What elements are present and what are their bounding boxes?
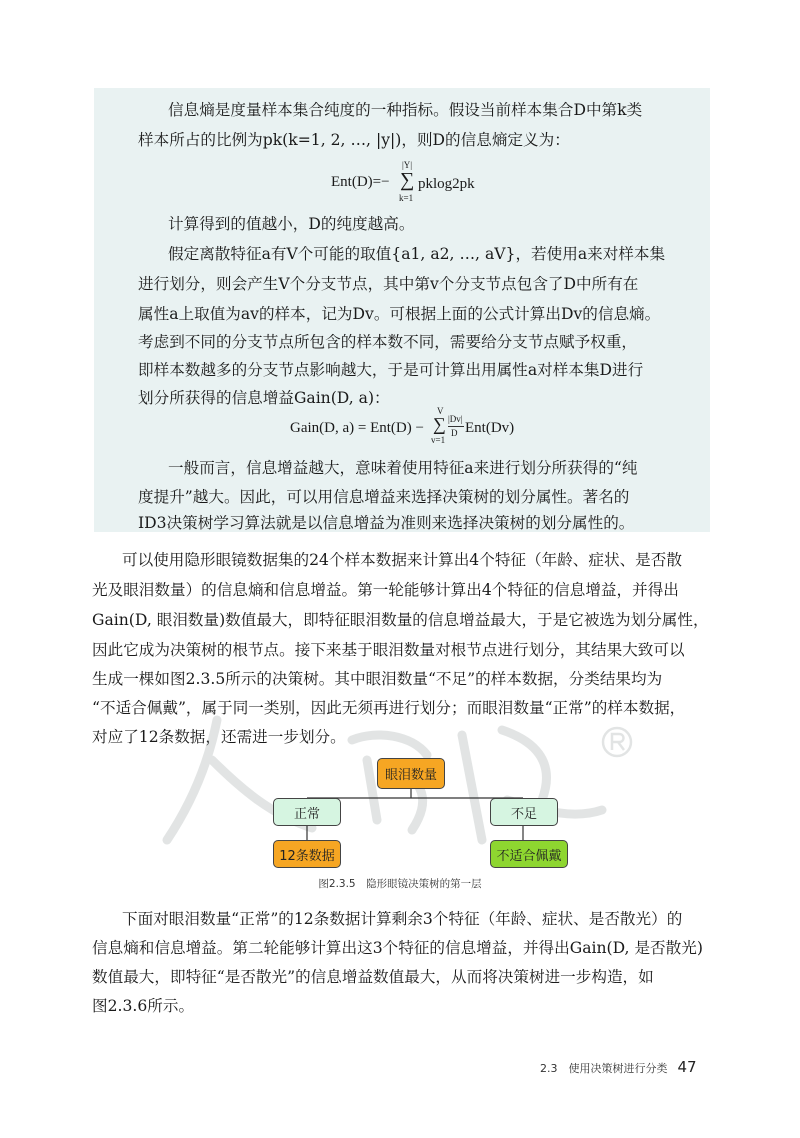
- box-para2-line1: 假定离散特征a有V个可能的取值{a1, a2, …, aV}，若使用a来对样本集: [168, 245, 666, 263]
- formula1-sum-upper: |Y|: [402, 160, 413, 170]
- box-para2-line6: 划分所获得的信息增益Gain(D, a)：: [138, 389, 390, 407]
- body-para1-line7: 对应了12条数据，还需进一步划分。: [92, 728, 346, 746]
- box-para2-line4: 考虑到不同的分支节点所包含的样本数不同，需要给分支节点赋予权重，: [138, 333, 638, 351]
- body-para2-line1: 下面对眼泪数量“正常”的12条数据计算剩余3个特征（年龄、症状、是否散光）的: [122, 910, 683, 928]
- footer-section-title: 2.3 使用决策树进行分类: [540, 1062, 668, 1075]
- formula2-lhs: Gain(D, a) = Ent(D) −: [290, 420, 424, 436]
- body-para1-line3: Gain(D, 眼泪数量)数值最大，即特征眼泪数量的信息增益最大，于是它被选为划分属性，: [92, 611, 709, 629]
- body-para1-line1: 可以使用隐形眼镜数据集的24个样本数据来计算出4个特征（年龄、症状、是否散: [122, 551, 682, 569]
- tree-node-left: 正常: [273, 798, 341, 826]
- formula1-sum-lower: k=1: [399, 193, 414, 203]
- body-para1-line5: 生成一棵如图2.3.5所示的决策树。其中眼泪数量“不足”的样本数据，分类结果均为: [92, 670, 663, 688]
- formula2-sum-symbol: ∑: [433, 414, 446, 434]
- tree-leaf-right: 不适合佩戴: [490, 840, 568, 868]
- body-para1-line4: 因此它成为决策树的根节点。接下来基于眼泪数量对根节点进行划分，其结果大致可以: [92, 641, 685, 659]
- box-para2-line2: 进行划分，则会产生V个分支节点，其中第v个分支节点包含了D中所有在: [138, 275, 639, 293]
- formula2-fraction-numerator: |Dv|: [448, 414, 463, 424]
- box-para1-line1: 信息熵是度量样本集合纯度的一种指标。假设当前样本集合D中第k类: [168, 101, 643, 119]
- formula1-lhs: Ent(D)=−: [331, 174, 390, 190]
- formula2-fraction-denominator: D: [451, 428, 458, 438]
- box-para3-line3: ID3决策树学习算法就是以信息增益为准则来选择决策树的划分属性的。: [138, 514, 635, 532]
- formula2-sum-lower: v=1: [431, 435, 446, 445]
- formula1-sum-symbol: ∑: [400, 169, 415, 191]
- page-number: 47: [677, 1058, 697, 1076]
- formula2-rhs: Ent(Dv): [465, 420, 515, 436]
- box-para3-line1: 一般而言，信息增益越大，意味着使用特征a来进行划分所获得的“纯: [168, 459, 638, 477]
- tree-node-right: 不足: [490, 798, 558, 826]
- body-para2-line4: 图2.3.6所示。: [92, 997, 195, 1015]
- box-para2-line3: 属性a上取值为av的样本，记为Dv。可根据上面的公式计算出Dv的信息熵。: [138, 305, 661, 323]
- box-para2-line5: 即样本数越多的分支节点影响越大，于是可计算出用属性a对样本集D进行: [138, 361, 644, 379]
- box-para1-line2: 样本所占的比例为pk(k=1, 2, …, |y|)，则D的信息熵定义为：: [138, 131, 570, 149]
- box-para3-line2: 度提升”越大。因此，可以用信息增益来选择决策树的划分属性。著名的: [138, 488, 630, 506]
- page-footer: [540, 1058, 697, 1076]
- box-para1-line3: 计算得到的值越小，D的纯度越高。: [168, 215, 415, 233]
- formula1-rhs: pklog2pk: [418, 176, 475, 192]
- formula2-sum-upper: V: [437, 406, 444, 416]
- tree-leaf-left: 12条数据: [273, 840, 341, 868]
- body-para2-line3: 数值最大，即特征“是否散光”的信息增益数值最大，从而将决策树进一步构造，如: [92, 968, 654, 986]
- body-para1-line2: 光及眼泪数量）的信息熵和信息增益。第一轮能够计算出4个特征的信息增益，并得出: [92, 581, 679, 599]
- tree-node-root: 眼泪数量: [377, 758, 445, 789]
- figure-caption: 图2.3.5 隐形眼镜决策树的第一层: [318, 878, 482, 890]
- body-para2-line2: 信息熵和信息增益。第二轮能够计算出这3个特征的信息增益，并得出Gain(D, 是否散光): [92, 939, 703, 957]
- body-para1-line6: “不适合佩戴”，属于同一类别，因此无须再进行划分；而眼泪数量“正常”的样本数据，: [92, 699, 686, 717]
